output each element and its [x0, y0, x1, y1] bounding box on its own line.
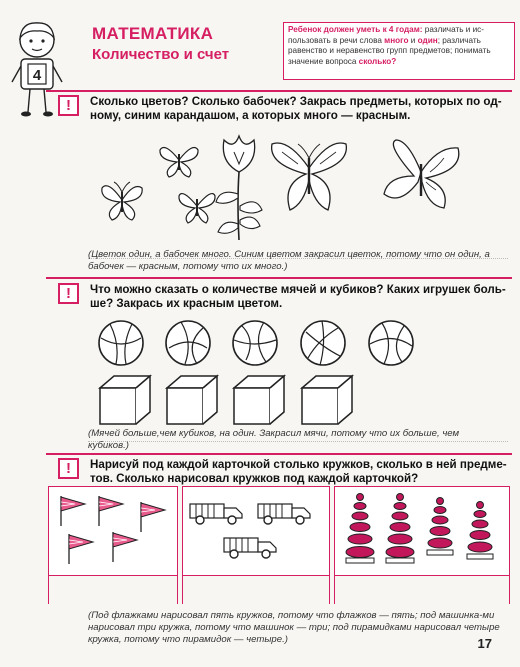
pyramid-toy-icon[interactable] — [342, 492, 378, 566]
ball-icon[interactable] — [298, 318, 348, 368]
page-title: МАТЕМАТИКА — [92, 24, 214, 43]
goal-part: ; различать равенство и неравенство групп предметов; понимать значение вопроса — [288, 35, 491, 66]
goal-part: много — [384, 35, 409, 45]
title-block — [92, 24, 229, 63]
butterfly-icon[interactable] — [268, 138, 350, 216]
cube-icon[interactable] — [298, 372, 356, 428]
cube-icon[interactable] — [96, 372, 154, 428]
task-3-text: Нарисуй под каждой карточкой столько кружков, сколько в ней предме-тов. Сколько нарисовал кружков под каждой карточкой? — [90, 458, 507, 485]
goal-part: Ребенок должен уметь к 4 годам: — [288, 25, 423, 34]
learning-goal-box — [283, 22, 515, 80]
task-3-answer: (Под флажками нарисовал пять кружков, потому что флажков — пять; под машинка-ми нарисовал три кружка, потому что машинок — три; под пирамидками нарисовал четыре кружка, потому что пирамидок — четыре.) — [88, 610, 500, 645]
answer-area-flags[interactable] — [48, 576, 178, 604]
task-mark: ! — [58, 458, 79, 479]
ball-icon[interactable] — [366, 318, 416, 368]
flag-icon[interactable] — [138, 500, 168, 534]
flag-icon[interactable] — [58, 494, 88, 528]
flower-icon[interactable] — [210, 132, 268, 244]
goal-part: и — [408, 35, 418, 45]
cube-icon[interactable] — [163, 372, 221, 428]
flag-icon[interactable] — [66, 532, 96, 566]
task-2-answer: (Мячей больше,чем кубиков, на один. Закрасил мячи, потому что их больше, чем кубиков.) — [88, 428, 460, 451]
goal-part: различать и ис-пользовать в речи слова — [288, 25, 484, 45]
ball-icon[interactable] — [230, 318, 280, 368]
flag-icon[interactable] — [96, 494, 126, 528]
goal-part: сколько? — [358, 56, 397, 66]
cube-icon[interactable] — [230, 372, 288, 428]
butterfly-icon[interactable] — [157, 142, 201, 180]
butterfly-icon[interactable] — [98, 178, 146, 224]
pyramid-toy-icon[interactable] — [382, 492, 418, 566]
truck-icon[interactable] — [256, 500, 314, 526]
truck-icon[interactable] — [188, 500, 246, 526]
butterfly-icon[interactable] — [378, 136, 464, 216]
ball-icon[interactable] — [163, 318, 213, 368]
page-number: 17 — [477, 636, 492, 651]
section-divider — [46, 277, 512, 279]
truck-icon[interactable] — [222, 534, 280, 560]
pyramid-toy-icon[interactable] — [462, 500, 498, 566]
mascot-badge: 4 — [32, 67, 42, 84]
task-mark: ! — [58, 95, 79, 116]
answer-area-pyramids[interactable] — [334, 576, 510, 604]
page-subtitle: Количество и счет — [92, 46, 230, 63]
task-1-text: Сколько цветов? Сколько бабочек? Закрась предметы, которых по од-ному, синим карандашом, а которых много — красным. — [90, 95, 502, 122]
pyramid-toy-icon[interactable] — [422, 496, 458, 566]
ball-icon[interactable] — [96, 318, 146, 368]
answer-area-trucks[interactable] — [182, 576, 330, 604]
section-divider — [46, 453, 512, 455]
task-2-text: Что можно сказать о количестве мячей и кубиков? Каких игрушек боль-ше? Закрась их красным цветом. — [90, 283, 506, 310]
flag-icon[interactable] — [110, 530, 140, 564]
task-mark: ! — [58, 283, 79, 304]
task-1-answer: (Цветок один, а бабочек много. Синим цветом закрасил цветок, потому что он один, а бабочек — красным, потому что их много.) — [88, 249, 490, 272]
goal-part: один — [417, 35, 438, 45]
section-divider — [46, 90, 512, 92]
